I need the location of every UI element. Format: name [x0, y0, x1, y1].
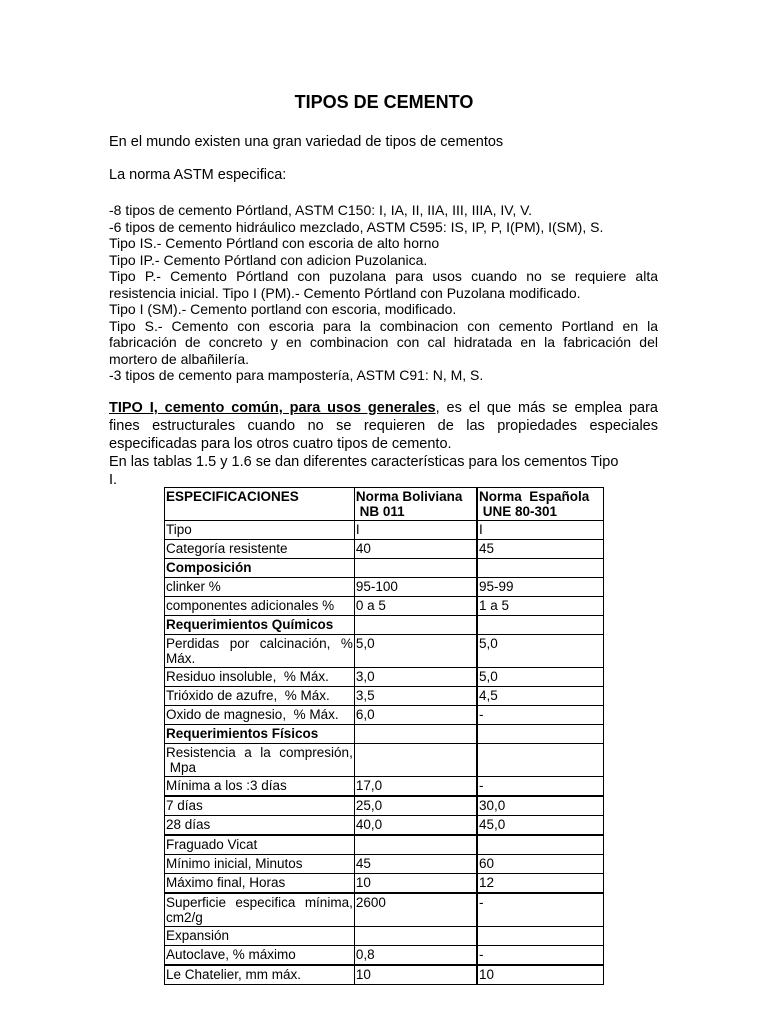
astm-line: -3 tipos de cemento para mampostería, ASTM C91: N, M, S. [109, 367, 484, 383]
table-row [165, 540, 604, 559]
row-value-nb: 25,0 [354, 796, 477, 816]
section-label: Composición [165, 559, 355, 578]
header-especificaciones: ESPECIFICACIONES [165, 488, 355, 521]
astm-line: Tipo IS.- Cemento Pórtland con escoria de alto horno [109, 235, 440, 251]
table-row [165, 777, 604, 797]
row-label-line2: cm2/g [166, 910, 203, 925]
section-label: Requerimientos Físicos [165, 725, 355, 744]
row-value-une: 1 a 5 [477, 597, 603, 616]
row-value-une: 12 [477, 874, 603, 894]
tipo1-line: En las tablas 1.5 y 1.6 se dan diferentes características para los cementos Tipo [109, 454, 619, 470]
row-value-nb: 10 [354, 874, 477, 894]
row-label: Tipo [165, 521, 355, 540]
row-value-nb: 40 [354, 540, 477, 559]
row-label: Autoclave, % máximo [165, 946, 355, 966]
header-norma-espanola [477, 488, 603, 521]
table-row [165, 687, 604, 706]
row-value-une [477, 927, 603, 946]
row-value-nb [354, 725, 477, 744]
row-value-une: 10 [477, 965, 603, 985]
astm-line: fabricación de concreto y en combinacion con cal hidratada en la fabricación del [109, 334, 658, 350]
row-label: Expansión [165, 927, 355, 946]
tipo1-line: fines estructurales cuando no se requieren de las propiedades especiales [109, 418, 658, 434]
table-row [165, 578, 604, 597]
tipo1-line: especificadas para los otros cuatro tipos de cemento. [109, 436, 452, 452]
astm-list [109, 202, 658, 384]
row-label-line2: Mpa [166, 760, 197, 775]
row-value-nb: 95-100 [354, 578, 477, 597]
table-row [165, 965, 604, 985]
row-label: Fraguado Vicat [165, 835, 355, 855]
row-label [165, 635, 355, 668]
table-row [165, 635, 604, 668]
table-row [165, 927, 604, 946]
table-row [165, 668, 604, 687]
row-label: Máximo final, Horas [165, 874, 355, 894]
row-label: Oxido de magnesio, % Máx. [165, 706, 355, 725]
astm-line: -8 tipos de cemento Pórtland, ASTM C150: I, IA, II, IIA, III, IIIA, IV, V. [109, 202, 533, 218]
row-label [165, 893, 355, 927]
row-label: 28 días [165, 816, 355, 836]
row-label-line2: Máx. [166, 651, 196, 666]
row-value-une: - [477, 946, 603, 966]
row-value-nb: 0 a 5 [354, 597, 477, 616]
row-value-nb: 10 [354, 965, 477, 985]
astm-line: Tipo S.- Cemento con escoria para la combinacion con cemento Portland en la [109, 317, 658, 334]
row-value-nb: 6,0 [354, 706, 477, 725]
row-value-nb: 40,0 [354, 816, 477, 836]
row-value-nb [354, 744, 477, 777]
row-value-nb: 3,5 [354, 687, 477, 706]
row-value-nb: 45 [354, 855, 477, 874]
row-value-une [477, 616, 603, 635]
section-label: Requerimientos Químicos [165, 616, 355, 635]
row-label: Residuo insoluble, % Máx. [165, 668, 355, 687]
row-value-nb: 17,0 [354, 777, 477, 797]
astm-line: Tipo I (SM).- Cemento portland con escoria, modificado. [109, 301, 457, 317]
row-value-une [477, 559, 603, 578]
table-row [165, 893, 604, 927]
header-norma-espanola-line2: UNE 80-301 [479, 504, 558, 519]
header-norma-boliviana [354, 488, 477, 521]
specifications-table [164, 487, 604, 985]
row-value-nb: I [354, 521, 477, 540]
row-value-une: 45,0 [477, 816, 603, 836]
header-norma-boliviana-line2: NB 011 [355, 504, 405, 519]
row-value-une: 60 [477, 855, 603, 874]
table-row [165, 946, 604, 966]
row-value-nb [354, 835, 477, 855]
tipo1-line1-rest: , es el que más se emplea para [435, 400, 658, 416]
row-value-une: 5,0 [477, 635, 603, 668]
row-value-une: I [477, 521, 603, 540]
tipo1-heading: TIPO I, cemento común, para usos generales [109, 400, 436, 416]
row-value-nb [354, 616, 477, 635]
row-value-nb: 3,0 [354, 668, 477, 687]
table-row [165, 816, 604, 836]
row-value-une: 95-99 [477, 578, 603, 597]
document-title: TIPOS DE CEMENTO [294, 92, 474, 112]
row-value-une: - [477, 893, 603, 927]
row-label: Mínimo inicial, Minutos [165, 855, 355, 874]
table-section-row [165, 559, 604, 578]
astm-line: Tipo IP.- Cemento Pórtland con adicion Puzolanica. [109, 251, 428, 268]
table-row [165, 521, 604, 540]
table-row [165, 796, 604, 816]
row-value-une [477, 744, 603, 777]
row-value-une: 4,5 [477, 687, 603, 706]
table-row [165, 874, 604, 894]
header-norma-espanola-line1: Norma Española [479, 489, 590, 504]
row-value-une [477, 835, 603, 855]
row-label: Categoría resistente [165, 540, 355, 559]
table-row [165, 744, 604, 777]
row-value-une: 5,0 [477, 668, 603, 687]
row-label: componentes adicionales % [165, 597, 355, 616]
astm-line: mortero de albañilería. [109, 350, 250, 367]
table-header-row [165, 488, 604, 521]
table-row [165, 835, 604, 855]
row-label-line1: Superficie especifica mínima, [166, 895, 353, 910]
row-value-une: - [477, 777, 603, 797]
row-label: clinker % [165, 578, 355, 597]
table-section-row [165, 725, 604, 744]
row-value-nb: 5,0 [354, 635, 477, 668]
table-row [165, 855, 604, 874]
tipo1-line [109, 399, 658, 417]
row-value-nb: 2600 [354, 893, 477, 927]
row-label [165, 744, 355, 777]
row-value-une [477, 725, 603, 744]
tipo1-line: I. [109, 472, 118, 488]
table-row [165, 597, 604, 616]
astm-line: -6 tipos de cemento hidráulico mezclado, ASTM C595: IS, IP, P, I(PM), I(SM), S. [109, 218, 604, 235]
row-value-une: - [477, 706, 603, 725]
astm-line: Tipo P.- Cemento Pórtland con puzolana para usos cuando no se requiere alta [109, 268, 658, 284]
row-label: 7 días [165, 796, 355, 816]
row-value-nb: 0,8 [354, 946, 477, 966]
header-norma-boliviana-line1: Norma Boliviana [355, 489, 463, 504]
intro-paragraph: En el mundo existen una gran variedad de tipos de cementos [109, 134, 504, 150]
row-label: Mínima a los :3 días [165, 777, 355, 797]
row-value-une: 30,0 [477, 796, 603, 816]
row-value-nb [354, 927, 477, 946]
table-row [165, 706, 604, 725]
row-value-nb [354, 559, 477, 578]
astm-intro: La norma ASTM especifica: [109, 167, 287, 183]
row-label: Trióxido de azufre, % Máx. [165, 687, 355, 706]
tipo1-paragraph [109, 399, 658, 489]
row-label: Le Chatelier, mm máx. [165, 965, 355, 985]
row-label-line1: Perdidas por calcinación, % [166, 636, 353, 651]
row-value-une: 45 [477, 540, 603, 559]
astm-line: resistencia inicial. Tipo I (PM).- Cemento Pórtland con Puzolana modificado. [109, 284, 581, 301]
table-section-row [165, 616, 604, 635]
row-label-line1: Resistencia a la compresión, [166, 745, 353, 760]
